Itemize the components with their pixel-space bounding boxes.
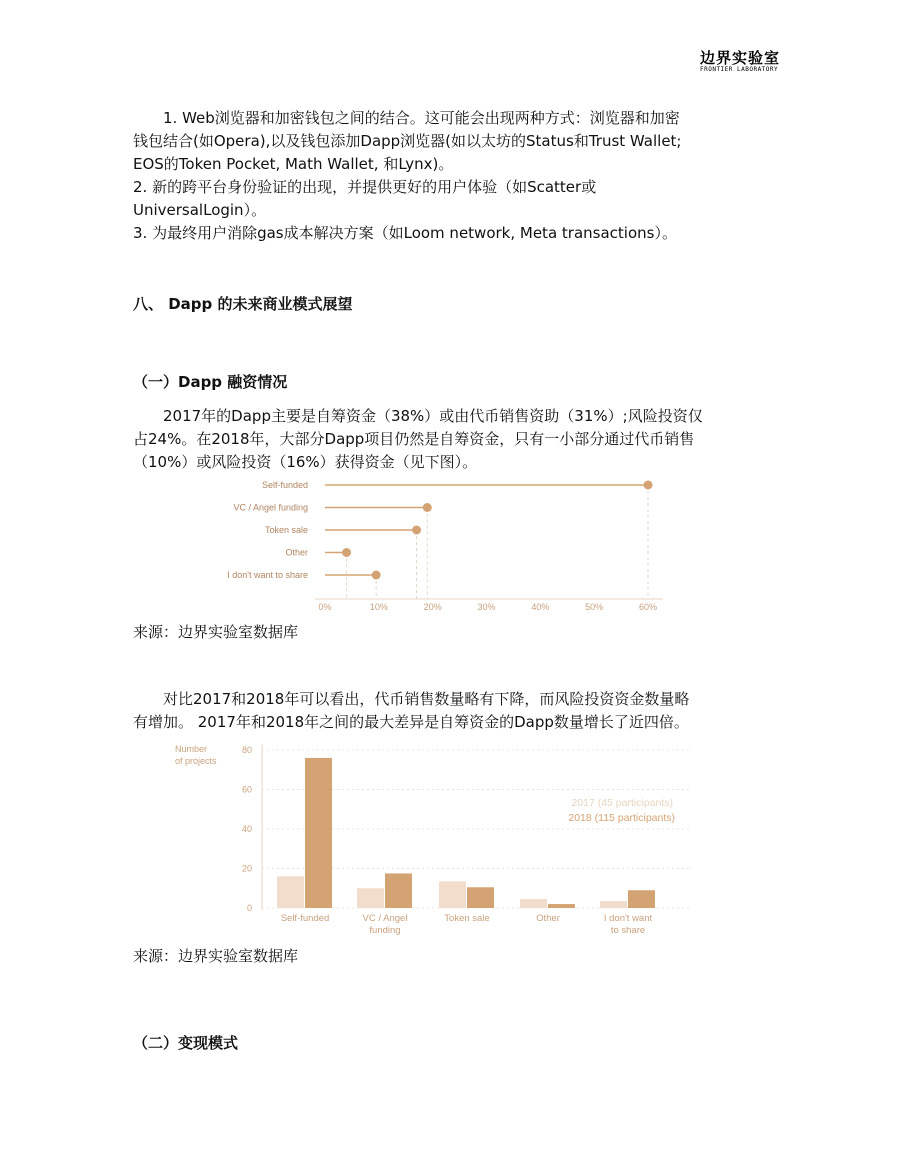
- paragraph-line: （10%）或风险投资（16%）获得资金（见下图）。: [133, 453, 478, 471]
- intro-line: 3. 为最终用户消除gas成本解决方案（如Loom network, Meta transactions）。: [133, 224, 677, 242]
- x-tick-label: 40%: [531, 602, 550, 612]
- category-label: VC / Angel funding: [233, 502, 308, 513]
- y-tick-label: 20: [241, 863, 252, 874]
- funding-comparison-bar-chart: [0, 740, 900, 940]
- source-note: 来源：边界实验室数据库: [133, 623, 299, 641]
- bar: [305, 758, 332, 908]
- category-label: Token sale: [444, 913, 490, 924]
- lollipop-dot: [342, 548, 351, 557]
- category-label: to share: [610, 925, 646, 936]
- legend-2017: 2017 (45 participants): [571, 797, 673, 809]
- category-label: Other: [536, 913, 560, 924]
- funding-lollipop-chart: [0, 477, 900, 612]
- bar: [357, 888, 384, 908]
- paragraph-line: 有增加。 2017年和2018年之间的最大差异是自筹资金的Dapp数量增长了近四倍。: [133, 713, 689, 731]
- bar: [385, 873, 412, 908]
- y-tick-label: 40: [241, 824, 252, 834]
- frontier-lab-logo: [700, 49, 781, 76]
- bar: [520, 899, 547, 908]
- y-tick-label: 0: [246, 903, 252, 913]
- subsection-heading-monetization: （二）变现模式: [133, 1034, 239, 1052]
- category-label: Token sale: [264, 525, 308, 535]
- category-label: Other: [285, 547, 308, 558]
- category-label: Self-funded: [280, 913, 330, 924]
- lollipop-dot: [423, 503, 432, 512]
- logo-text: 边界实验室: [700, 49, 781, 67]
- paragraph-line: 2017年的Dapp主要是自筹资金（38%）或由代币销售资助（31%）;风险投资仅: [133, 407, 703, 425]
- y-tick-label: 80: [241, 745, 252, 755]
- bar: [628, 890, 655, 908]
- legend-2018: 2018 (115 participants): [568, 812, 675, 824]
- category-label: I don't want to share: [227, 570, 308, 580]
- intro-line: 1. Web浏览器和加密钱包之间的结合。这可能会出现两种方式：浏览器和加密: [163, 109, 680, 127]
- category-label: VC / Angel: [362, 913, 408, 924]
- logo-subtext: FRONTIER LABORATORY: [700, 66, 779, 73]
- bar: [548, 904, 575, 908]
- comparison-paragraph: [133, 688, 773, 734]
- category-label: funding: [369, 925, 401, 936]
- intro-line: 2. 新的跨平台身份验证的出现，并提供更好的用户体验（如Scatter或: [133, 178, 597, 196]
- source-note: 来源：边界实验室数据库: [133, 947, 299, 965]
- section-heading: 八、 Dapp 的未来商业模式展望: [133, 295, 353, 313]
- lollipop-dot: [372, 571, 381, 580]
- paragraph-line: 对比2017和2018年可以看出，代币销售数量略有下降，而风险投资资金数量略: [133, 690, 690, 708]
- intro-line: 钱包结合(如Opera),以及钱包添加Dapp浏览器(如以太坊的Status和Trust Wallet;: [133, 132, 682, 150]
- intro-line: EOS的Token Pocket, Math Wallet, 和Lynx)。: [133, 155, 454, 173]
- bar: [467, 887, 494, 908]
- x-tick-label: 50%: [585, 602, 604, 612]
- paragraph-line: 占24%。在2018年，大部分Dapp项目仍然是自筹资金，只有一小部分通过代币销售: [133, 430, 695, 448]
- bar: [600, 901, 627, 908]
- category-label: Self-funded: [261, 480, 308, 490]
- y-axis-title-line2: of projects: [175, 756, 217, 766]
- funding-paragraph: [133, 405, 773, 474]
- lollipop-dot: [644, 481, 653, 490]
- subsection-heading-funding: （一）Dapp 融资情况: [133, 373, 288, 391]
- category-label: I don't want: [603, 913, 653, 924]
- intro-line: UniversalLogin）。: [133, 201, 267, 219]
- y-tick-label: 60: [241, 784, 252, 795]
- intro-list: [133, 107, 773, 245]
- bar: [277, 876, 304, 908]
- bar: [439, 881, 466, 908]
- x-tick-label: 0%: [318, 602, 332, 612]
- x-tick-label: 20%: [423, 602, 442, 612]
- x-tick-label: 60%: [638, 602, 658, 612]
- x-tick-label: 10%: [369, 602, 388, 612]
- x-tick-label: 30%: [477, 602, 496, 612]
- lollipop-dot: [412, 526, 421, 535]
- y-axis-title-line1: Number: [175, 744, 208, 754]
